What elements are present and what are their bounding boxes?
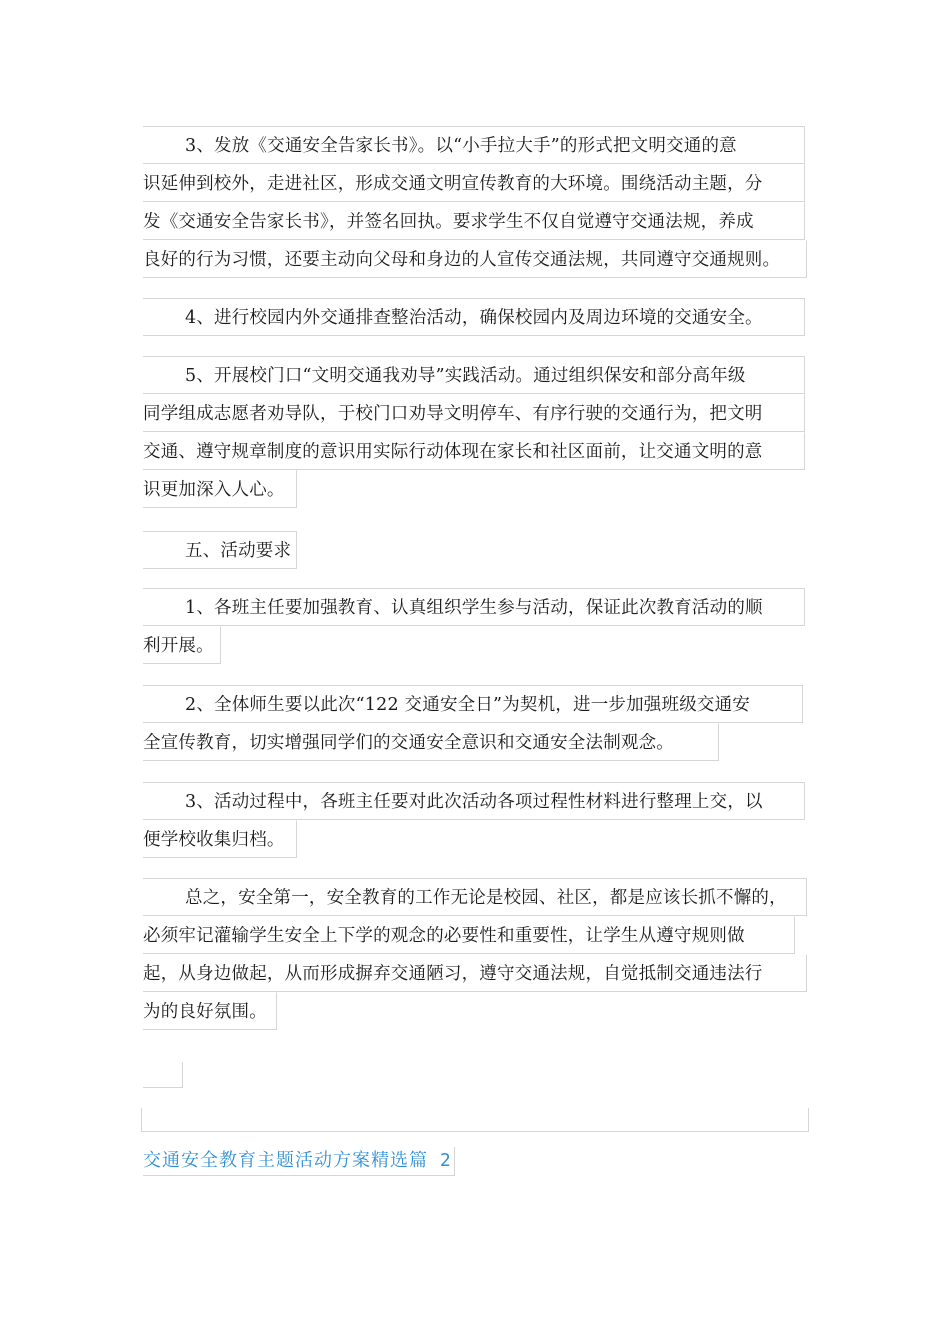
text-line: 必须牢记灌输学生安全上下学的观念的必要性和重要性，让学生从遵守规则做 — [143, 916, 795, 954]
text-line: 良好的行为习惯，还要主动向父母和身边的人宣传交通法规，共同遵守交通规则。 — [143, 240, 807, 278]
text-line: 3、发放《交通安全告家长书》。以“小手拉大手”的形式把文明交通的意 — [143, 126, 805, 164]
text-line: 1、各班主任要加强教育、认真组织学生参与活动，保证此次教育活动的顺 — [143, 588, 805, 626]
text-line: 识延伸到校外，走进社区，形成交通文明宣传教育的大环境。围绕活动主题，分 — [143, 164, 805, 202]
text-line: 利开展。 — [143, 626, 221, 664]
paragraph-conclusion — [143, 878, 807, 1030]
text-line: 3、活动过程中，各班主任要对此次活动各项过程性材料进行整理上交，以 — [143, 782, 805, 820]
text-line: 发《交通安全告家长书》，并签名回执。要求学生不仅自觉遵守交通法规，养成 — [143, 202, 805, 240]
text-line: 4、进行校园内外交通排查整治活动，确保校园内及周边环境的交通安全。 — [143, 298, 805, 336]
text-line: 总之，安全第一，安全教育的工作无论是校园、社区，都是应该长抓不懈的， — [143, 878, 807, 916]
paragraph-requirement-2 — [143, 685, 807, 761]
text-line: 便学校收集归档。 — [143, 820, 297, 858]
text-line: 交通、遵守规章制度的意识用实际行动体现在家长和社区面前，让交通文明的意 — [143, 432, 805, 470]
paragraph-requirement-1 — [143, 588, 807, 664]
paragraph-item-5-practice — [143, 356, 807, 508]
text-line: 识更加深入人心。 — [143, 470, 297, 508]
empty-text-box — [143, 1062, 183, 1088]
section-divider — [141, 1108, 809, 1132]
paragraph-item-3-letter — [143, 126, 807, 278]
text-line: 起，从身边做起，从而形成摒弃交通陋习，遵守交通法规，自觉抵制交通违法行 — [143, 954, 807, 992]
text-line: 5、开展校门口“文明交通我劝导”实践活动。通过组织保安和部分高年级 — [143, 356, 805, 394]
text-line: 全宣传教育，切实增强同学们的交通安全意识和交通安全法制观念。 — [143, 723, 719, 761]
text-line: 五、活动要求 — [143, 531, 297, 569]
text-line: 同学组成志愿者劝导队，于校门口劝导文明停车、有序行驶的交通行为，把文明 — [143, 394, 805, 432]
section-heading-requirements — [143, 531, 807, 569]
text-line: 2、全体师生要以此次“122 交通安全日”为契机，进一步加强班级交通安 — [143, 685, 803, 723]
paragraph-requirement-3 — [143, 782, 807, 858]
text-line: 为的良好氛围。 — [143, 992, 277, 1030]
paragraph-item-4-inspection — [143, 298, 807, 336]
next-article-link[interactable]: 交通安全教育主题活动方案精选篇 2 — [143, 1147, 455, 1176]
